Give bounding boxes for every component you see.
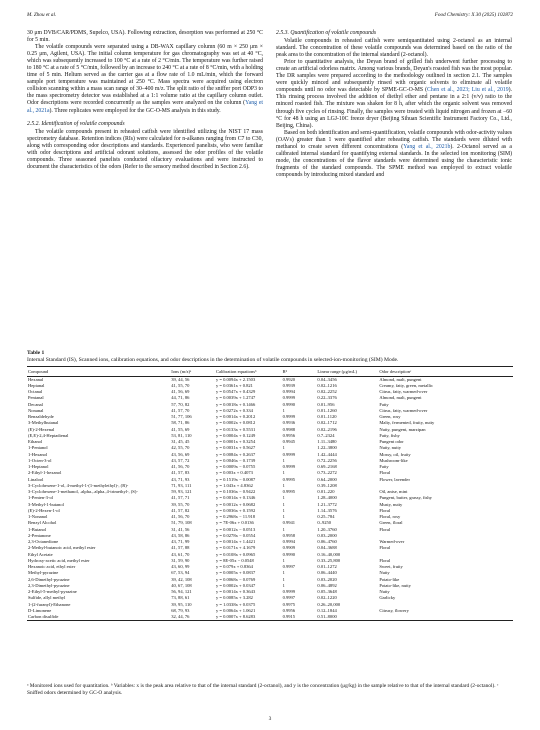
table-cell: y = 0.003x + 0.4073 <box>215 470 253 476</box>
table-cell: 56, 94, 121 <box>171 589 192 595</box>
table-cell: y = 0.0068x − 0.0769 <box>215 576 256 582</box>
table-cell: 0.9945 <box>282 439 296 445</box>
table-cell: y = 0.0014x + 0.1346 <box>215 495 256 501</box>
table-cell: y = 0.0108x + 0.0965 <box>215 551 256 557</box>
table-cell: Citrus, fatty, warmed-over <box>379 389 428 395</box>
table-cell: y = 0.0014x + 0.2012 <box>215 414 256 420</box>
table-cell: 0.03–2000 <box>317 532 337 538</box>
table-caption-text: Internal Standard (IS), Scanned ions, calibration equations, and odor descriptions in the determination of volatile compounds in selected-ion-monitoring (SIM) Mode. <box>27 356 399 363</box>
table-cell: 59, 93, 121 <box>171 489 192 495</box>
table-cell: Fatty <box>379 464 389 470</box>
running-header-journal: Food Chemistry: X 30 (2025) 102872 <box>434 12 513 18</box>
table-cell: 1 <box>282 457 285 463</box>
table-cell: y = 0.0085x + 3.282 <box>215 595 253 601</box>
table-cell: 41, 57, 88 <box>171 545 190 551</box>
table-cell: 44, 71, 86 <box>171 395 190 401</box>
table-cell: 57, 70, 82 <box>171 401 190 407</box>
table-cell: 0.9941 <box>282 520 296 526</box>
table-cell: 0.01–956 <box>317 401 335 407</box>
table-cell: 1.28–4000 <box>317 495 337 501</box>
table-cell: y = 0.1036x − 0.9422 <box>215 489 256 495</box>
table-cell: y = 0.0547x + 0.4329 <box>215 389 256 395</box>
table-cell: (E,E)-2,4-Heptadienal <box>28 432 69 438</box>
table-cell: Nutty, pungent, marzipan <box>379 426 426 432</box>
table-cell: y = 0.0133x + 0.5531 <box>215 426 256 432</box>
table-cell: 0.9939 <box>282 382 296 388</box>
table-cell: 0.9909 <box>282 545 296 551</box>
page-number: 3 <box>268 716 272 722</box>
table-cell: 1 <box>282 407 285 413</box>
table-cell: 1-Octen-3-ol <box>28 457 52 463</box>
table-cell: 0.9999 <box>282 395 296 401</box>
table-cell: 1.14–3576 <box>317 507 337 513</box>
table-cell: y = 0.0018x + 0.1466 <box>215 401 256 407</box>
table-cell: 0.04–3688 <box>317 545 337 551</box>
table-cell: Sulfide, allyl methyl <box>28 595 66 601</box>
table-cell: 0.25–784 <box>317 514 335 520</box>
table-cell: 40, 67, 108 <box>171 582 192 588</box>
table-cell: y = 1.0338x + 0.0375 <box>215 601 256 607</box>
table-cell: y = 0.1519x − 0.0087 <box>215 476 256 482</box>
table-cell: Linalool <box>28 476 44 482</box>
table-cell: y = 0.0171x + 4.1679 <box>215 545 256 551</box>
table-body <box>27 376 513 621</box>
table-cell: 3-Cyclohexene-1-ol, 4-methyl-1-(1-methylethyl)-, (R)- <box>28 482 129 488</box>
table-cell: 1 <box>282 576 285 582</box>
table-cell: 1-Nonanol <box>28 514 48 520</box>
table-cell: Nonanal <box>28 407 44 413</box>
table-cell: 1-Hexanol <box>28 451 48 457</box>
column-header: Calibration equationsᵇ <box>215 366 282 376</box>
table-cell: 1 <box>282 526 285 532</box>
table-cell: 32, 44, 76 <box>170 614 215 621</box>
paragraph <box>27 44 263 114</box>
table-cell: Nutty <box>379 570 390 576</box>
table-cell: 39, 44, 56 <box>171 376 190 382</box>
table-cell: Hexanal <box>28 376 44 382</box>
table-cell: Potato-like, nutty <box>379 582 411 588</box>
text-run: ). Three replicates were employed for the GC-O-MS analysis in this study. <box>49 107 221 114</box>
table-cell <box>378 614 513 621</box>
table-cell: Methyl-pyrazine <box>28 570 59 576</box>
table-cell: 3-Methyl-1-butanol <box>28 501 64 507</box>
citation-link[interactable]: Yang et al., 2021b <box>403 143 451 150</box>
table-cell: Floral, rosy <box>379 514 401 520</box>
table-cell: 0.06–4892 <box>317 582 337 588</box>
text-run: The volatile compounds were separated using a DB-WAX capillary column (60 m × 250 μm × 0.25 μm, Agilent, USA). The initial column temperature for gas chromatography was set at 40 °C, which was subsequently increased to 100 °C at a rate of 2 °C/min. The temperature was further raised to 180 °C at a rate of 5 °C/min, followed by an increase to 240 °C at a rate of 8 °C/min, with a holding time of 5 min. Helium served as the carrier gas at a flow rate of 1.0 mL/min, which the forward sample port temperature was maintained at 250 °C. Mass spectra were acquired using electron collision scanning within a mass scan range of 30–400 m/z. The split ratio of the sniffer port ODP3 to the mass spectrometry detector was established at a 1:1 volume ratio at the capillary column outlet. Odor descriptions were recorded concurrently as the samples were analyzed on the column ( <box>27 44 263 107</box>
table-cell: 43, 71, 99 <box>171 539 190 545</box>
table-cell: 0.9956 <box>282 432 296 438</box>
table-cell: 41, 57, 70 <box>171 407 190 413</box>
table-cell: Floral <box>379 545 391 551</box>
table-cell: 0.03–2020 <box>317 576 337 582</box>
table-cell: 0–9250 <box>317 520 332 526</box>
table-cell: 39, 55, 70 <box>171 501 190 507</box>
left-column <box>27 30 263 171</box>
table-cell: 1.21–3772 <box>317 501 337 507</box>
table-cell: 1-Heptanol <box>28 464 49 470</box>
table-cell: y = 0.0036x + 0.1592 <box>215 507 256 513</box>
table-cell: 0.9990 <box>282 401 296 407</box>
table-cell: y = 0.0014x + 0.3643 <box>215 589 256 595</box>
table-cell: D-Limonene <box>28 607 52 613</box>
table-cell: 0.72–2256 <box>317 457 337 463</box>
table-cell: 41, 56, 70 <box>171 464 190 470</box>
table-cell: 0.26–20,000 <box>317 601 341 607</box>
table-cell: y = 0.0031x + 0.5627 <box>215 445 256 451</box>
table-cell: y = 0.0009x − 0.0755 <box>215 464 256 470</box>
table-cell: Nutty <box>379 589 390 595</box>
table-cell: y = 0.0064x + 1.0621 <box>215 607 256 613</box>
table-cell: 0.06–4760 <box>317 539 337 545</box>
table-cell: 2-Ethyl-5-methyl-pyrazine <box>28 589 77 595</box>
table-cell: Oil, anise, mint <box>379 489 408 495</box>
table-cell: y = 8E-05x − 0.0548 <box>215 557 254 563</box>
table-cell: Pungent odor <box>379 439 404 445</box>
table-cell: 0.02–2252 <box>317 389 337 395</box>
table-cell: 67, 53, 94 <box>171 570 190 576</box>
table-cell: 0.01–1272 <box>317 564 337 570</box>
table-cell: Green, rosy <box>379 414 401 420</box>
table-cell: y = 0.079x + 0.8364 <box>215 564 253 570</box>
table-cell: 1 <box>282 557 285 563</box>
table-cell: (E)-2-Hexenal <box>28 426 55 432</box>
table-cell: 1-(2-furanyl)-Ethanone <box>28 601 71 607</box>
table-cell: Floral <box>379 470 391 476</box>
column-header: R² <box>282 366 317 376</box>
table-cell: 1.11–3480 <box>317 439 337 445</box>
right-column <box>276 30 512 179</box>
table-cell: y = 0.0002x + 0.0347 <box>215 582 256 588</box>
table-cell: 42, 55, 70 <box>171 445 190 451</box>
table-cell: y = 0.0014x + 1.4421 <box>215 539 256 545</box>
table-cell: Octanal <box>28 389 43 395</box>
table-cell: 0.01–1260 <box>317 407 337 413</box>
table-cell: Almond, malt, pungent <box>379 376 422 382</box>
table-cell: y = 1.043x + 4.8362 <box>215 482 253 488</box>
paragraph: Volatile compounds in reheated catfish were semiquantitated using 2-octanol as an internal standard. The concentration of these volatile compounds was determined based on the ratio of the peak area to the concentration of the internal standard (2-octanol). <box>276 38 512 59</box>
table-cell: 31, 59, 90 <box>171 557 190 563</box>
table-cell: 0.02–2196 <box>317 426 337 432</box>
table-cell: Creamy, fatty, green, metallic <box>379 382 434 388</box>
table-cell: Green, floral <box>379 520 403 526</box>
table-cell: 0.9958 <box>282 532 296 538</box>
table-cell: 0.9915 <box>282 614 317 621</box>
table-cell: 0.9999 <box>282 451 296 457</box>
table-cell: 41, 55, 70 <box>171 382 190 388</box>
table-cell: 1 <box>282 514 285 520</box>
table-cell: 43, 57, 72 <box>171 457 190 463</box>
table-cell: Ethanol <box>28 439 43 445</box>
table-cell: 43, 71, 93 <box>171 476 190 482</box>
table-cell: 0.16–40,000 <box>317 551 341 557</box>
citation-link[interactable]: Yang et al., 2021a <box>27 100 264 114</box>
table-cell: 1.20–3760 <box>317 526 337 532</box>
table-cell: Pentanal <box>28 395 44 401</box>
table-cell: 43, 58, 86 <box>171 532 190 538</box>
table-cell: 0.02–1216 <box>317 382 337 388</box>
table-cell: 0.04–3456 <box>317 376 337 382</box>
table-cell: 1 <box>282 507 285 513</box>
table-cell: 68, 79, 93 <box>171 607 190 613</box>
table-cell: 2-Methyl-butanoic acid, methyl ester <box>28 545 96 551</box>
table-cell: Potato-like <box>379 576 400 582</box>
table-cell: y = 0.0094x + 2.1503 <box>215 376 256 382</box>
table-cell: y = 0.0002x + 0.0812 <box>215 420 256 426</box>
table-cell: 2-Ethyl-1-hexanol <box>28 470 62 476</box>
table-cell: 0.9999 <box>282 464 296 470</box>
table-cell: 0.33–25,800 <box>317 557 341 563</box>
table-cell: 1-Penten-3-ol <box>28 495 54 501</box>
paragraph: 30 μm DVB/CAR/PDMS, Supelco, USA). Following extraction, desorption was performed at 250 °C for 5 min. <box>27 30 263 44</box>
table-cell: 0.39–1208 <box>317 482 337 488</box>
table-cell: (E)-2-Hexen-1-ol <box>28 507 60 513</box>
table-cell: 1-Butanol <box>28 526 47 532</box>
table-cell: 2,6-Dimethyl-pyrazine <box>28 576 70 582</box>
column-header: Ions (m/z)ᵃ <box>170 366 215 376</box>
table-cell: 1 <box>282 495 285 501</box>
table-cell: 53, 81, 110 <box>171 432 192 438</box>
table-cell: 0.9999 <box>282 414 296 420</box>
table-cell: 41, 57, 71 <box>171 495 190 501</box>
table-cell: Citrus, fatty, warmed-over <box>379 407 428 413</box>
text-run: ). 2-Octanol served as a calibrated internal standard for quantifying external standards. In the selected ion monitoring (SIM) mode, the concentrations of the flavor standards were determined using the characteristic ionic fragments of the standard compounds. The SPME method was employed to extract volatile compounds by introducing mixed standard and <box>276 143 512 178</box>
table-cell: 1.42–4444 <box>317 451 337 457</box>
table-cell: 41, 56, 69 <box>171 389 190 395</box>
text-run: ). This rinsing process involved the addition of diethyl ether and pentane in a 2:1 (v/v) ratio to the minced roasted fish. The mixture was shaken for 8 h, after which the organic solvent was removed through five cycles of rinsing. Finally, the samples were treated with liquid nitrogen and frozen at −60 °C for 48 h using an LGJ-10C freeze dryer (Beijing Sihuan Scientific Instrument Factory Co., Ltd., Beijing, China). <box>276 87 512 129</box>
table-cell: 1-Pentanol <box>28 445 48 451</box>
table-cell: Pungent, butter, grassy, fishy <box>379 495 432 501</box>
column-header: Odor descriptionᶜ <box>378 366 513 376</box>
table-cell: 1.22–3800 <box>317 445 337 451</box>
table-cell: 1 <box>282 470 285 476</box>
table-cell: Decanal <box>28 401 43 407</box>
table-cell: 0.01–1120 <box>317 414 337 420</box>
table-cell: Fatty, fishy <box>379 432 400 438</box>
table-row <box>27 376 513 383</box>
column-header: Compound <box>27 366 170 376</box>
table-cell: 0.01–220 <box>317 489 335 495</box>
table-cell: y = 0.0001x + 0.3254 <box>215 439 256 445</box>
table-cell: Benzaldehyde <box>28 414 54 420</box>
table-cell: y = 0.0007x + 8.6283 <box>215 614 282 621</box>
table-cell: Flower, lavender <box>379 476 410 482</box>
table-cell: 0.64–2000 <box>317 476 337 482</box>
table-cell: y = 0.0084x + 0.2637 <box>215 451 256 457</box>
table-cell: 1 <box>282 482 285 488</box>
table-cell: y = 0.2968x − 11.918 <box>215 514 256 520</box>
table-cell: 0.02–1220 <box>317 595 337 601</box>
table-cell: 0.22–3376 <box>317 395 337 401</box>
table-cell: y = 0.0039x + 1.2747 <box>215 395 256 401</box>
table-cell: y = 0.0272x + 0.334 <box>215 407 253 413</box>
table-cell: 39, 95, 110 <box>171 601 192 607</box>
table-cell: Hexanoic acid, ethyl ester <box>28 564 76 570</box>
text-run: Prior to quantitative analysis, the Deyan brand of grilled fish underwent further processing to create an artificial odorless matrix. Among various brands, Deyan's roasted fish was the most popular. The DR samples were prepared according to the methodology outlined in section 2.1. The samples were quickly minced and subsequently rinsed with organic solvents to eliminate all volatile compounds until no odor was detectable by SPME-GC-O-MS ( <box>276 59 512 94</box>
table-label: Table 1 <box>27 350 45 356</box>
table-cell: y = 0.0361x + 0.821 <box>215 382 253 388</box>
table-cell: Ethyl Acetate <box>28 551 53 557</box>
table-cell: 0.9920 <box>282 376 296 382</box>
table-row <box>27 614 513 621</box>
table-cell: 51, 77, 106 <box>171 414 192 420</box>
table-cell: Malty, fermented, fruity, nutty <box>379 420 435 426</box>
table-cell: Almond, malt, pungent <box>379 395 422 401</box>
table-cell: Sweet, fruity <box>379 564 403 570</box>
table-cell: Hydroxy-acetic acid, methyl ester <box>28 557 90 563</box>
table-cell: Carbon disulfide <box>27 614 170 621</box>
data-table <box>27 366 513 622</box>
table-cell: 71, 93, 111 <box>171 482 192 488</box>
text-run: Based on both identification and semi-quantification, volatile compounds with odor-activity values (OAVs) greater than 1 were quantified after reheating catfish. The standards were diluted with methanol to create seven different concentrations ( <box>276 129 512 150</box>
table-cell: 2-Pentanone <box>28 532 51 538</box>
table-cell: Garlicky <box>379 595 396 601</box>
table-cell: 2,3-Octanedione <box>28 539 59 545</box>
table-caption <box>27 350 513 364</box>
table-cell: Musty, nutty <box>379 501 403 507</box>
table-cell: Benzyl Alcohol <box>28 520 57 526</box>
table-cell: 3-Cyclohexene-1-methanol, .alpha.,.alpha.,4-trimethyl-, (S)- <box>28 489 138 495</box>
section-heading: 2.5.2. Identification of volatile compounds <box>27 120 125 127</box>
table-cell: 0.9995 <box>282 476 296 482</box>
table-cell: 0.9999 <box>282 589 296 595</box>
table-cell: 0.12–1844 <box>317 607 337 613</box>
table-cell: 0.9936 <box>282 420 296 426</box>
table-cell: y = 0.0012x + 0.0682 <box>215 501 256 507</box>
table-cell: 31, 45, 45 <box>171 439 190 445</box>
table-cell: 73, 88, 61 <box>171 595 190 601</box>
table-cell: 0.9997 <box>282 595 296 601</box>
table-cell: Heptanal <box>28 382 45 388</box>
table-cell: 41, 56, 70 <box>171 514 190 520</box>
table-cell: 41, 57, 82 <box>171 507 190 513</box>
table-header-row <box>27 366 513 376</box>
table-cell: 1 <box>282 582 285 588</box>
table-cell: 0.69–2168 <box>317 464 337 470</box>
paragraph <box>276 130 512 179</box>
table-cell: Fatty <box>379 401 389 407</box>
table-cell: 43, 60, 99 <box>171 564 190 570</box>
paragraph: The volatile compounds present in reheated catfish were identified utilizing the NIST 17 mass spectrometry database. Retention indices (RIs) were calculated for n-alkanes ranging from C7 to C30, along with corresponding odor descriptions and standards. Experienced panelists, who were familiar with odor descriptions and artificial odorant solutions, assessed the odor profiles of the volatile compounds. Three seasoned panelists conducted olfactory evaluations and were instructed to document the characteristics of the odors (Refer to the sensory method described in Section 2.6). <box>27 128 263 170</box>
table-cell: 1 <box>282 501 285 507</box>
table-cell: y = 0.0278x − 0.0554 <box>215 532 256 538</box>
table-cell: 43, 61, 70 <box>171 551 190 557</box>
table-cell: y = 0.0005x + 0.0837 <box>215 570 256 576</box>
table-cell: 0.9975 <box>282 601 296 607</box>
table-cell: 0.9990 <box>282 551 296 557</box>
table-cell: 0.06–4440 <box>317 570 337 576</box>
table-cell: 2,3-Dimethyl-pyrazine <box>28 582 70 588</box>
table-cell: 0.7–2324 <box>317 432 335 438</box>
table-cell: 51, 79, 108 <box>171 520 192 526</box>
table-cell: y = 0.0012x − 0.0513 <box>215 526 256 532</box>
table-cell: 43, 56, 69 <box>171 451 190 457</box>
table-cell: Floral <box>379 507 391 513</box>
table-cell: Nutty, nutty <box>379 445 402 451</box>
table-cell: 0.05–3648 <box>317 589 337 595</box>
table-cell: 0.9995 <box>282 489 296 495</box>
table-footnote: ᵃ Monitored ions used for quantitation. ᵇ Variables: x is the peak area relative to that of the internal standard (2-octanol), and y is the concentration (μg/kg) in the sample relative to that of the internal standard (2-octanol). ᶜ Sniffed odors determined by GC-O analysis. <box>27 683 499 696</box>
citation-link[interactable]: Chen et al., 2023; Liu et al., 2019 <box>427 87 509 94</box>
table-cell: 41, 55, 69 <box>171 426 190 432</box>
table-cell: Mossy, oil, fruity <box>379 451 411 457</box>
table-cell: y = 0.0004x + 0.1249 <box>215 432 256 438</box>
table-1 <box>27 350 513 621</box>
table-cell: Citrusy, flowery <box>379 607 409 613</box>
section-heading: 2.5.3. Quantification of volatile compounds <box>276 30 377 36</box>
table-cell: 1 <box>282 570 285 576</box>
table-cell: 39, 42, 108 <box>171 576 192 582</box>
table-cell: 0.51–8000 <box>316 614 378 621</box>
table-cell: 0.73–2272 <box>317 470 337 476</box>
table-cell: Warmed-over <box>379 539 405 545</box>
table-cell: y = 7E-06x + 0.0136 <box>215 520 254 526</box>
table-cell: 0.9997 <box>282 564 296 570</box>
table-cell: 0.9994 <box>282 539 296 545</box>
table-cell: 58, 71, 86 <box>171 420 190 426</box>
table-cell: 41, 57, 83 <box>171 470 190 476</box>
table-cell: 0.9988 <box>282 426 296 432</box>
table-cell: 0.9994 <box>282 389 296 395</box>
paragraph <box>276 59 512 129</box>
table-cell: Mushroom-like <box>379 457 408 463</box>
running-header <box>27 12 513 22</box>
table-cell: 3-Methylbutanal <box>28 420 59 426</box>
table-cell: 0.9956 <box>282 607 296 613</box>
table-cell: Floral <box>379 526 391 532</box>
running-header-authors: M. Zhou et al. <box>27 12 57 18</box>
table-cell: 0.02–1712 <box>317 420 337 426</box>
table-cell: 31, 41, 56 <box>171 526 190 532</box>
column-header: Linear range (μg/mL) <box>316 366 378 376</box>
table-cell: 1 <box>282 445 285 451</box>
table-cell: y = 0.0046x − 0.1739 <box>215 457 256 463</box>
table-cell: Floral <box>379 557 391 563</box>
